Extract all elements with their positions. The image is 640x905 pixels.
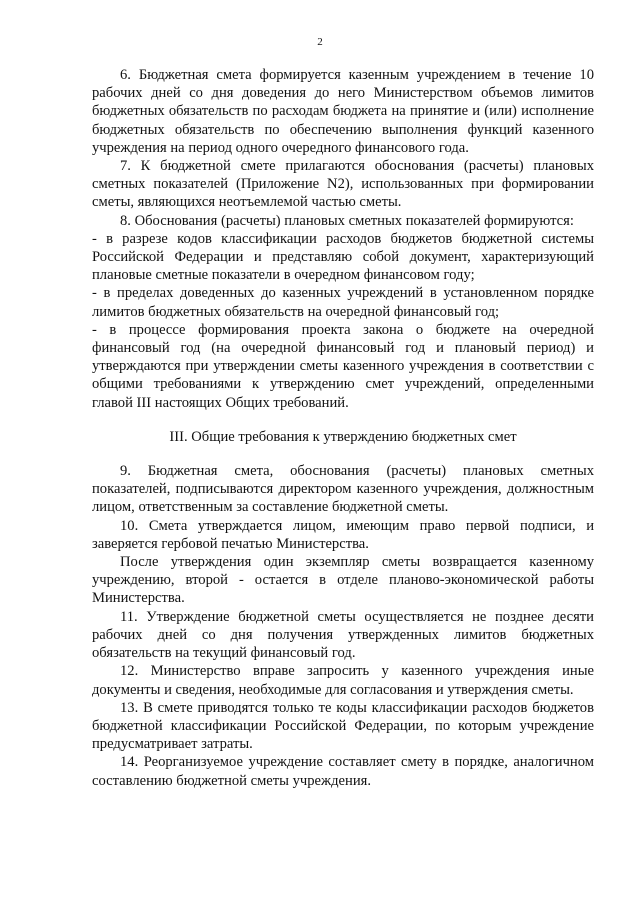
paragraph-10: 10. Смета утверждается лицом, имеющим право первой подписи, и заверяется гербовой печатью Министерства. bbox=[92, 517, 594, 552]
paragraph-11: 11. Утверждение бюджетной сметы осуществляется не позднее десяти рабочих дней со дня получения утвержденных лимитов бюджетных обязательств на текущий финансовый год. bbox=[92, 608, 594, 662]
paragraph-14: 14. Реорганизуемое учреждение составляет смету в порядке, аналогичном составлению бюджетной сметы учреждения. bbox=[92, 754, 594, 789]
paragraph-6: 6. Бюджетная смета формируется казенным учреждением в течение 10 рабочих дней со дня доведения до него Министерством объемов лимитов бюджетных обязательств по расходам бюджета на принятие и (или) исполнение бюджетных обязательств по обеспечению выполнения функций казенного учреждения на период одного очередного финансового года. bbox=[92, 67, 594, 156]
paragraph-7: 7. К бюджетной смете прилагаются обоснования (расчеты) плановых сметных показателей (Приложение N2), использованных при формировании сметы, являющихся неотъемлемой частью сметы. bbox=[92, 158, 594, 211]
paragraph-12: 12. Министерство вправе запросить у казенного учреждения иные документы и сведения, необходимые для согласования и утверждения сметы. bbox=[92, 663, 594, 698]
list-item: - в процессе формирования проекта закона о бюджете на очередной финансовый год (на очередной финансовый год и плановый период) и утверждаются при утверждении сметы казенного учреждения в соответствии с общими требованиями к утверждению смет учреждений, определенными главой III настоящих Общих требований. bbox=[92, 321, 594, 411]
paragraph-9: 9. Бюджетная смета, обоснования (расчеты) плановых сметных показателей, подписываются директором казенного учреждения, должностным лицом, ответственным за составление бюджетной сметы. bbox=[92, 463, 594, 516]
list-item: - в пределах доведенных до казенных учреждений в установленном порядке лимитов бюджетных обязательств на очередной финансовый год; bbox=[92, 285, 594, 320]
paragraph-13: 13. В смете приводятся только те коды классификации расходов бюджетов бюджетной классификации Российской Федерации, по которым учреждение предусматривает затраты. bbox=[92, 699, 594, 753]
page-number: 2 bbox=[317, 36, 323, 48]
list-item: - в разрезе кодов классификации расходов бюджетов бюджетной системы Российской Федерации и представляю собой документ, характеризующий плановые сметные показатели в очередном финансовом году; bbox=[92, 230, 594, 284]
paragraph-8: 8. Обоснования (расчеты) плановых сметных показателей формируются: bbox=[120, 212, 574, 229]
document-body bbox=[92, 66, 594, 790]
paragraph-approval-copies: После утверждения один экземпляр сметы возвращается казенному учреждению, второй - остается в отделе планово-экономической работы Министерства. bbox=[92, 554, 594, 607]
section-heading: III. Общие требования к утверждению бюджетных смет bbox=[169, 428, 517, 445]
